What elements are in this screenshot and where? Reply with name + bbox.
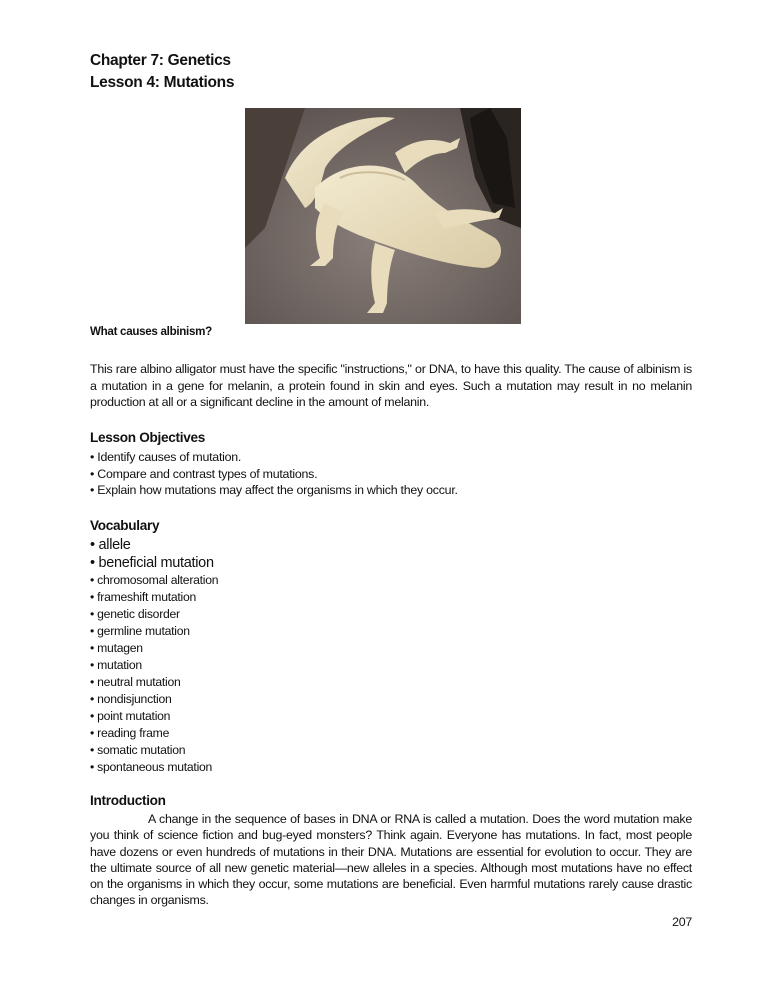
introduction-heading: Introduction (90, 793, 166, 808)
albino-alligator-image (245, 108, 521, 324)
vocab-item: • neutral mutation (90, 675, 181, 689)
vocab-item: • allele (90, 537, 131, 553)
lesson-title: Lesson 4: Mutations (90, 74, 235, 91)
vocab-item: • chromosomal alteration (90, 573, 219, 587)
vocab-item: • beneficial mutation (90, 555, 214, 571)
page-number: 207 (672, 915, 692, 929)
vocab-item: • mutagen (90, 641, 143, 655)
vocab-item: • spontaneous mutation (90, 760, 213, 774)
introduction-paragraph: A change in the sequence of bases in DNA or RNA is called a mutation. Does the word mutation make you think of science fiction and bug-eyed monsters? Think again. Everyone has mutations. In fact, most people have dozens or even hundreds of mutations in their DNA. Mutations are essential for evolution to occur. They are the ultimate source of all new genetic material—new alleles in a species. Although most mutations have no effect on the organisms in which they occur, some mutations are beneficial. Even harmful mutations rarely cause drastic changes in organisms. (90, 812, 692, 908)
vocab-item: • frameshift mutation (90, 590, 197, 604)
chapter-title: Chapter 7: Genetics (90, 52, 231, 69)
vocab-item: • nondisjunction (90, 692, 172, 706)
question-heading: What causes albinism? (90, 325, 212, 338)
objectives-list (90, 449, 458, 499)
objective-item: • Identify causes of mutation. (90, 450, 242, 464)
question-paragraph: This rare albino alligator must have the specific "instructions," or DNA, to have this quality. The cause of albinism is a mutation in a gene for melanin, a protein found in skin and eyes. Such a mutation may result in no melanin production at all or a significant decline in the amount of melanin. (90, 362, 692, 409)
objective-item: • Explain how mutations may affect the organisms in which they occur. (90, 483, 458, 497)
vocab-item: • somatic mutation (90, 743, 186, 757)
objective-item: • Compare and contrast types of mutations. (90, 466, 318, 481)
vocabulary-list (90, 536, 218, 776)
objectives-heading: Lesson Objectives (90, 430, 206, 445)
vocab-item: • mutation (90, 658, 142, 672)
vocab-item: • point mutation (90, 709, 171, 723)
vocabulary-heading: Vocabulary (90, 518, 160, 533)
vocab-item: • genetic disorder (90, 607, 180, 621)
vocab-item: • reading frame (90, 726, 170, 740)
vocab-item: • germline mutation (90, 624, 190, 638)
